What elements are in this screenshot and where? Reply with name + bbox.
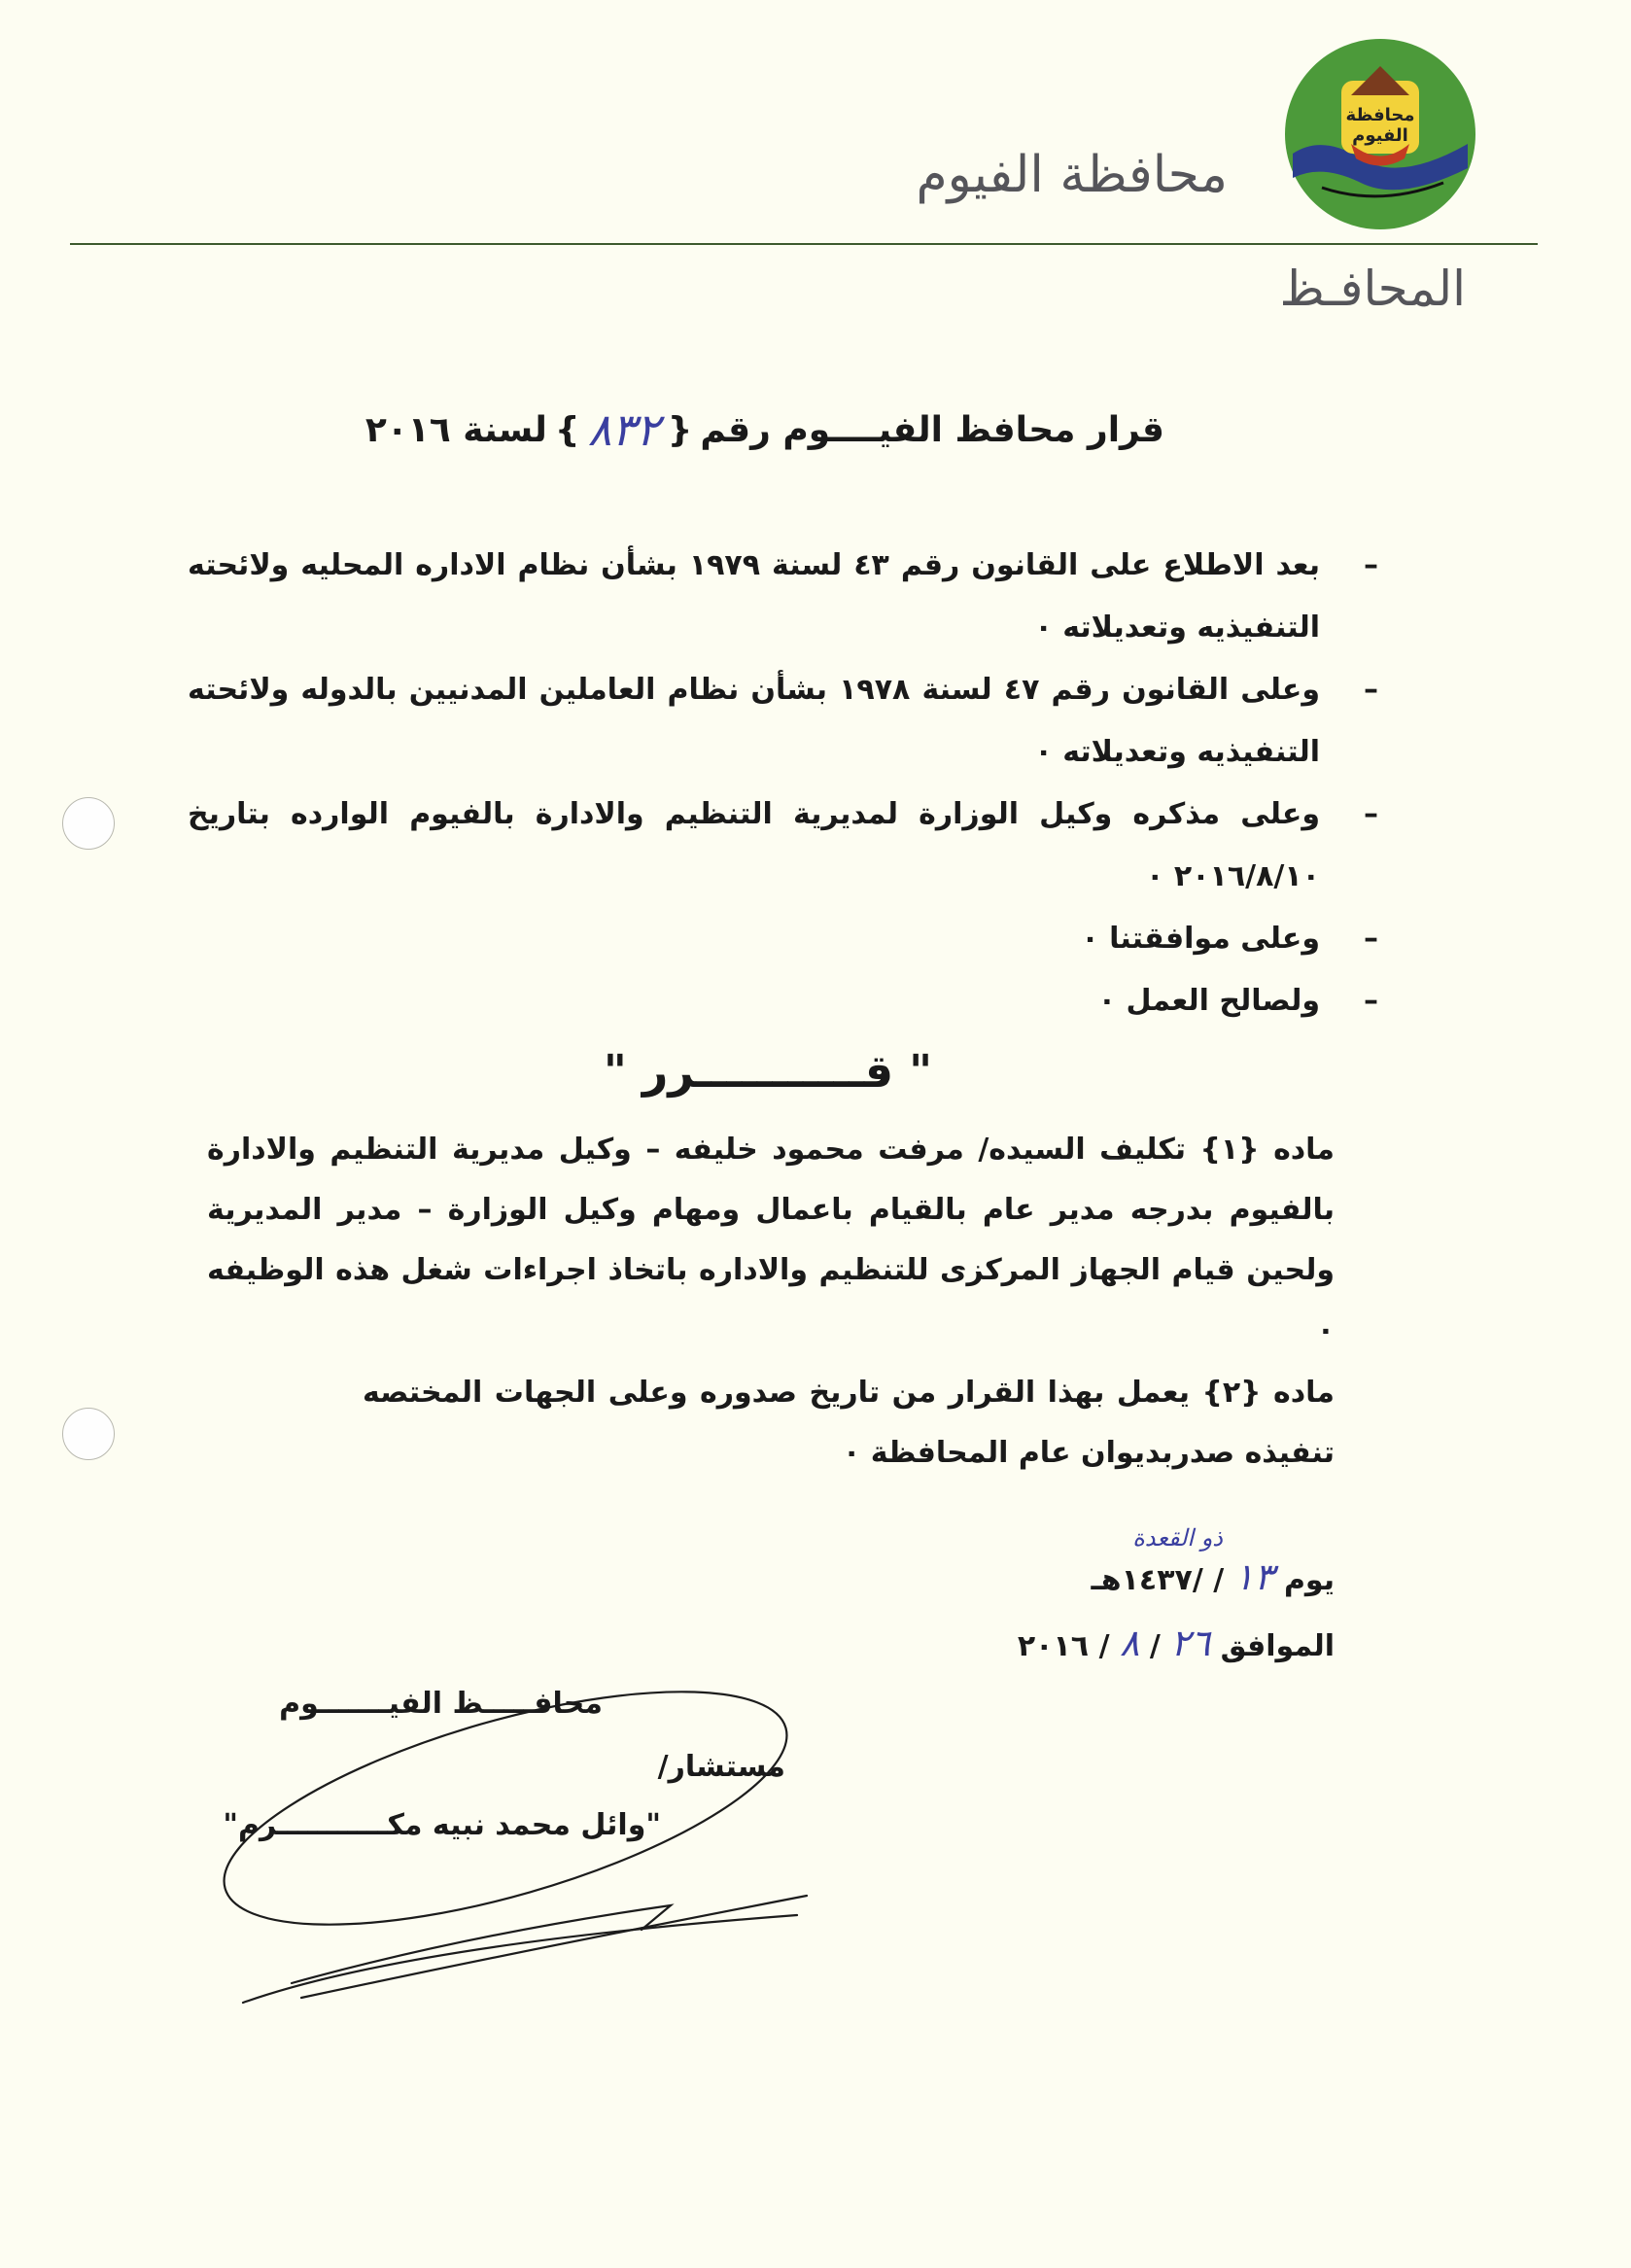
signatory-title: محافـــــظ الفيـــــــوم (279, 1687, 603, 1721)
preamble-dash: – (1364, 673, 1378, 707)
hijri-prefix: يوم (1283, 1563, 1335, 1597)
title-prefix: قرار محافظ الفيــــوم رقم (700, 409, 1164, 450)
org-name: محافظة الفيوم (916, 146, 1228, 204)
preamble-text: وعلى القانون رقم ٤٧ لسنة ١٩٧٨ بشأن نظام العاملين المدنيين بالدوله ولائحته التنفيذيه وتعديلاته ٠ (188, 673, 1320, 769)
signatory-rank: مستشار/ (657, 1750, 785, 1784)
gregorian-prefix: الموافق (1220, 1629, 1335, 1663)
title-open-brace: { (667, 409, 693, 450)
preamble-text: وعلى موافقتنا ٠ (1081, 922, 1320, 956)
governorate-logo (1283, 37, 1477, 231)
binder-hole (62, 797, 115, 850)
title-suffix: لسنة ٢٠١٦ (364, 409, 547, 450)
hijri-rest: / /١٤٣٧هـ (1091, 1563, 1225, 1597)
preamble-dash: – (1364, 984, 1378, 1018)
preamble-item (188, 535, 1378, 659)
decision-title (365, 403, 1164, 456)
preamble-item (188, 784, 1378, 908)
article-1: ماده {١} تكليف السيده/ مرفت محمود خليفه – وكيل مديرية التنظيم والادارة بالفيوم بدرجه مدير عام بالقيام باعمال ومهام وكيل الوزارة – مدير المديرية ولحين قيام الجهاز المركزى للتنظيم والاداره باتخاذ اجراءات شغل هذه الوظيفه ٠ (207, 1133, 1336, 1347)
preamble-text: ولصالح العمل ٠ (1097, 984, 1320, 1018)
gregorian-month: ٨ (1119, 1622, 1140, 1664)
logo-text: محافظة الفيوم (1345, 105, 1415, 146)
gregorian-sep: / (1149, 1629, 1161, 1663)
preamble-dash: – (1364, 797, 1378, 831)
preamble-list (188, 535, 1378, 1032)
preamble-dash: – (1364, 922, 1378, 956)
preamble-dash: – (1364, 548, 1378, 582)
title-close-brace: } (554, 409, 580, 450)
decision-number: ٨٣٢ (587, 403, 660, 456)
preamble-text: بعد الاطلاع على القانون رقم ٤٣ لسنة ١٩٧٩ بشأن نظام الاداره المحليه ولائحته التنفيذيه وتعديلاته ٠ (188, 548, 1320, 645)
hijri-month-handwritten: ذو القعدة (1132, 1524, 1223, 1552)
decision-heading: " قـــــــــــرر " (603, 1045, 933, 1098)
gregorian-day: ٢٦ (1170, 1622, 1211, 1664)
handwritten-signature (214, 1662, 816, 2012)
header-divider (70, 243, 1538, 245)
gregorian-rest: / ٢٠١٦ (1017, 1629, 1110, 1663)
article-2: ماده {٢} يعمل بهذا القرار من تاريخ صدوره وعلى الجهات المختصه تنفيذه صدربديوان عام المحافظة ٠ (363, 1376, 1336, 1470)
signatory-name: "وائل محمد نبيه مكـــــــــــرم" (223, 1808, 661, 1842)
preamble-item (188, 970, 1378, 1032)
office-title: المحافـظ (1279, 261, 1466, 317)
preamble-item (188, 659, 1378, 784)
preamble-text: وعلى مذكره وكيل الوزارة لمديرية التنظيم والادارة بالفيوم الوارده بتاريخ ٢٠١٦/٨/١٠ ٠ (188, 797, 1320, 893)
gregorian-date (1018, 1622, 1335, 1664)
hijri-day: ١٣ (1233, 1555, 1274, 1598)
preamble-item (188, 908, 1378, 970)
binder-hole (62, 1408, 115, 1460)
hijri-date (1092, 1555, 1335, 1598)
